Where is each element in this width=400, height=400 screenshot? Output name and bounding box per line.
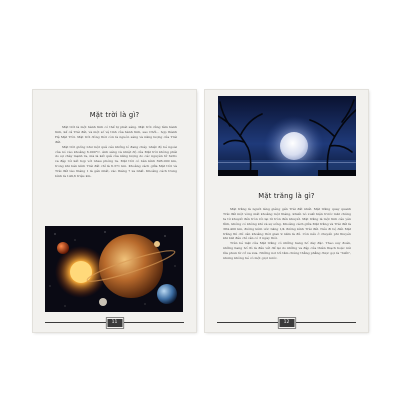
right-page-body — [223, 207, 351, 261]
left-paragraph-2: Mặt trời giống như một quả cầu khổng lồ đang cháy, nhiệt độ bề ngoài của nó vào khoảng 6.000°C. Ánh sáng và nhiệt độ của Mặt trời không phải do sự cháy mạnh ra, mà là kết quả của năng lượng do các nguyên tử hidro va đập rồi kết hợp với nhau phóng ra. Mặt trời có bán kính 696.000 km, trong khi bán kính Trái đất chỉ là 6.371 km. Khoảng cách giữa Mặt trời và Trái đất vào tháng 1 là gần nhất, vào tháng 7 xa nhất. Khoảng cách trung bình là 149,6 triệu km. — [55, 144, 177, 179]
left-page-footer — [33, 317, 196, 327]
solar-system-illustration — [45, 226, 183, 312]
left-page-body — [55, 125, 177, 179]
left-paragraph-1: Mặt trời là một hành tinh có thể tự phát sáng. Mặt trời cũng tâm hành tinh, kể cả Trái đất, và một số vệ tinh của hành tinh, sao Chổi... hợp thành Hệ Mặt Trời. Mặt trời đồng thời còn là nguồn sáng và năng lượng của Trái đất. — [55, 125, 177, 144]
moon-illustration — [218, 96, 356, 176]
right-page-heading: Mặt trăng là gì? — [258, 192, 315, 200]
page-number: 11 — [106, 318, 123, 328]
right-paragraph-1: Mặt trăng là người láng giềng gần Trái đất nhất. Mặt trăng quay quanh Trái đất một vòng mất khoảng một tháng, khiến nó xuất hiện trước mắt chúng ta từ khuyết đến tròn rồi lại từ tròn đến khuyết. Mặt trăng là một tinh cầu yên tĩnh, không có không khí và sự sống. Khoảng cách giữa Mặt trăng và Trái đất là 384.400 km, đường kính ước bằng 1/4 đường kính Trái đất. Nếu đi bộ đến Mặt trăng thì chỉ cần khoảng thời gian 9 năm là đủ. Còn nếu ở chuyến phi thuyền khi bắt đầu chỉ cần có 3 ngày thôi. — [223, 207, 351, 241]
right-page-footer — [205, 317, 368, 327]
left-page — [33, 90, 196, 332]
right-page — [205, 90, 368, 332]
right-paragraph-2: Trên bề mặt của Mặt trăng có những hang hố dày đặc. Theo suy đoán, những hang hố đó là đấu vết để lại do những va đập của thiên thạch hoặc núi lửa phun từ cổ xa xưa. Những nơi tối tăm chúng thẳng phẳng được gọi là "biển", nhưng không hề có một giọt nước. — [223, 241, 351, 261]
page-number: 12 — [278, 318, 295, 328]
left-page-heading: Mặt trời là gì? — [89, 111, 140, 119]
